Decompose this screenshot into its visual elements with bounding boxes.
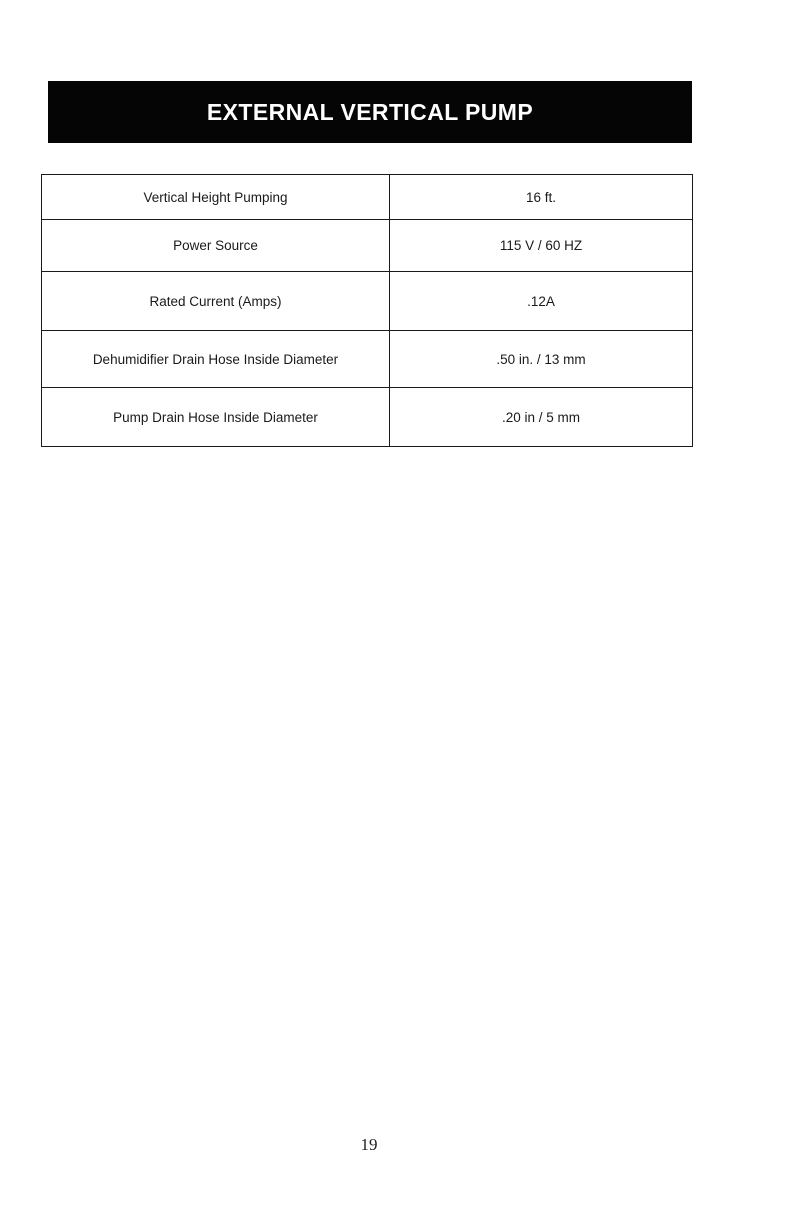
page-number: 19 xyxy=(360,1135,378,1154)
title-banner xyxy=(48,81,692,143)
table-row xyxy=(42,175,693,220)
page-title: EXTERNAL VERTICAL PUMP xyxy=(206,98,534,125)
spec-label-dehumidifier-hose: Dehumidifier Drain Hose Inside Diameter xyxy=(42,331,390,388)
spec-value-power-source: 115 V / 60 HZ xyxy=(390,220,693,272)
table-row xyxy=(42,220,693,272)
spec-label-vertical-height: Vertical Height Pumping xyxy=(42,175,390,220)
spec-label-rated-current: Rated Current (Amps) xyxy=(42,272,390,331)
table-row xyxy=(42,272,693,331)
spec-value-pump-hose: .20 in / 5 mm xyxy=(390,388,693,447)
specifications-table xyxy=(41,174,693,447)
table-row xyxy=(42,388,693,447)
table-row xyxy=(42,331,693,388)
spec-label-pump-hose: Pump Drain Hose Inside Diameter xyxy=(42,388,390,447)
spec-value-dehumidifier-hose: .50 in. / 13 mm xyxy=(390,331,693,388)
spec-value-vertical-height: 16 ft. xyxy=(390,175,693,220)
spec-value-rated-current: .12A xyxy=(390,272,693,331)
spec-label-power-source: Power Source xyxy=(42,220,390,272)
